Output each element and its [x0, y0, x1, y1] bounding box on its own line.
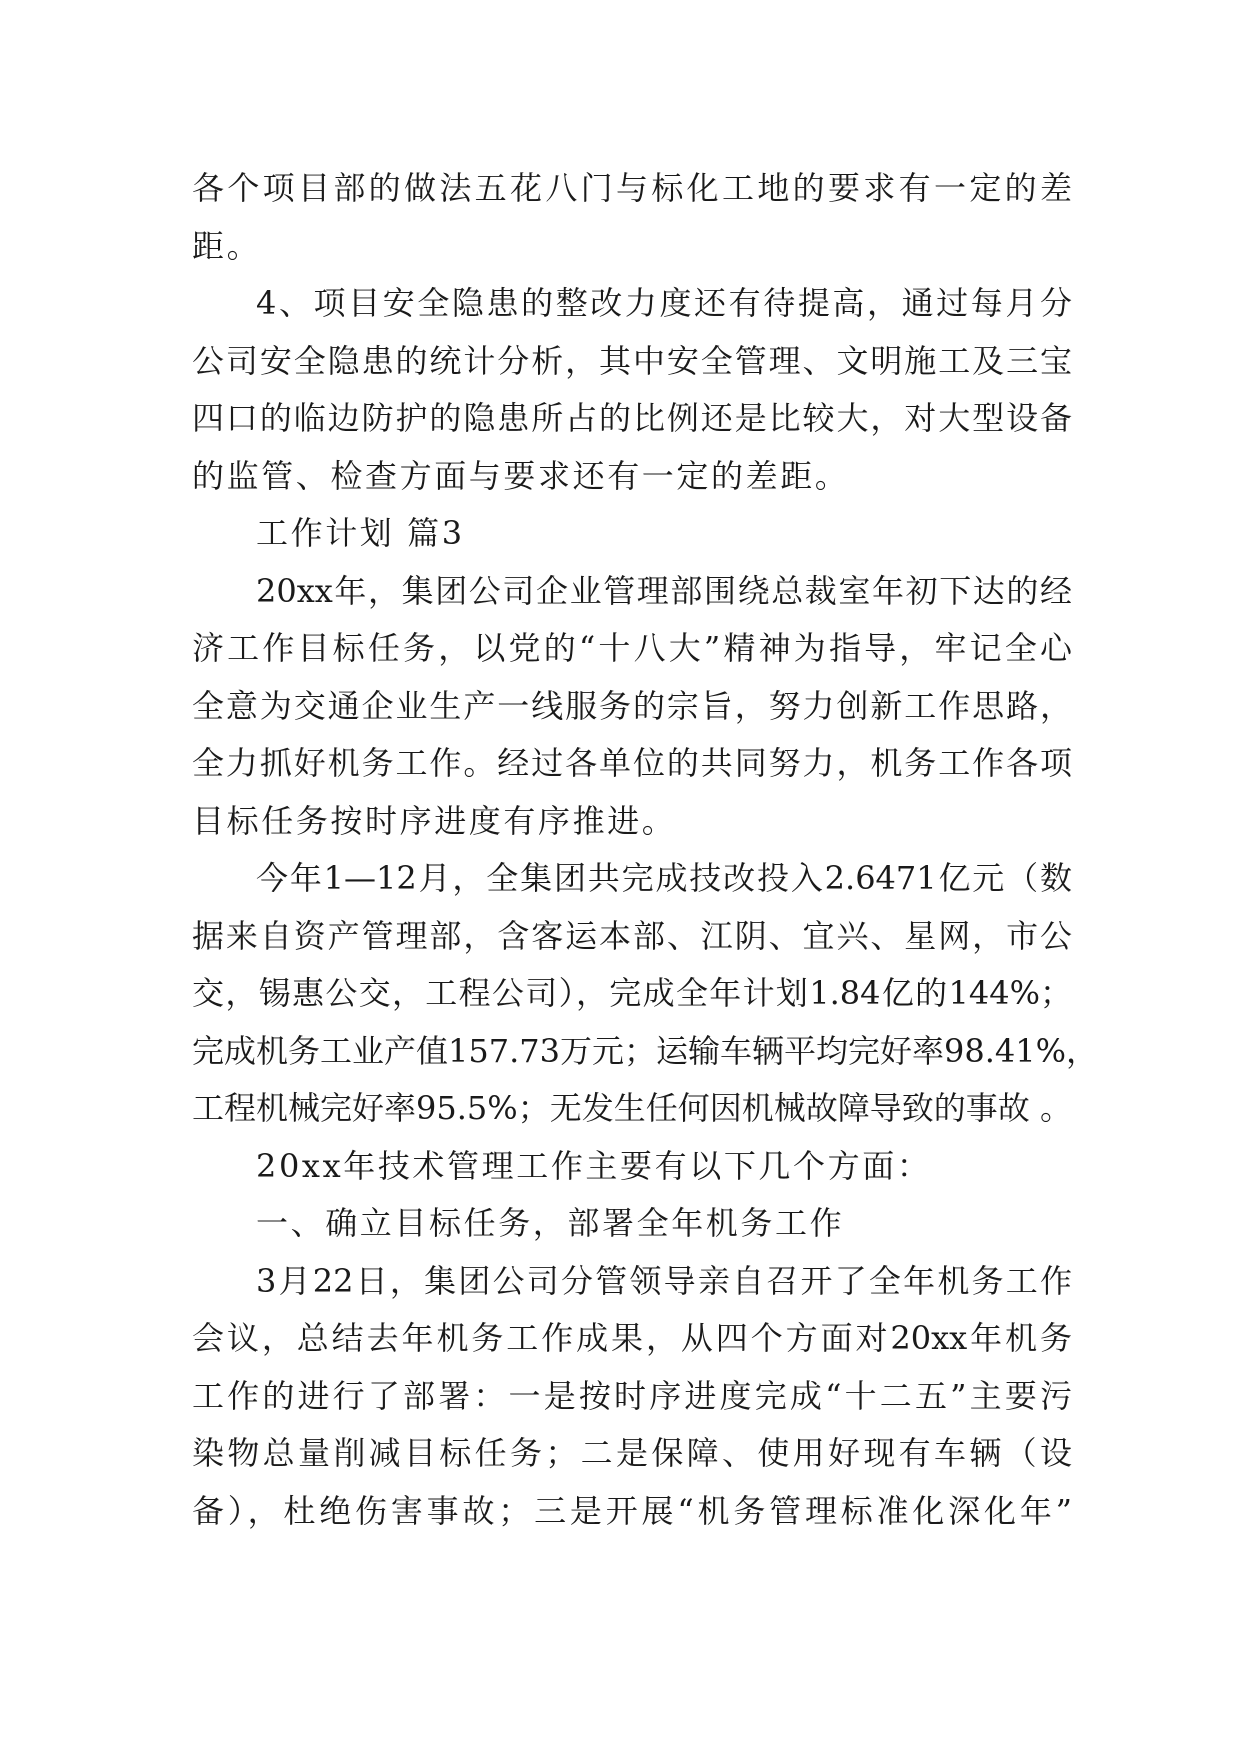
text-line: 20xx年，集团公司企业管理部围绕总裁室年初下达的经 [256, 571, 1072, 610]
text-line: 3月22日，集团公司分管领导亲自召开了全年机务工作 [256, 1261, 1072, 1300]
text-line: 全意为交通企业生产一线服务的宗旨，努力创新工作思路， [192, 686, 1072, 725]
text-line: 备），杜绝伤害事故；三是开展“机务管理标准化深化年” [192, 1491, 1072, 1530]
text-line: 济工作目标任务，以党的“十八大”精神为指导，牢记全心 [192, 629, 1072, 667]
text-line: 的监管、检查方面与要求还有一定的差距。 [192, 456, 850, 495]
text-line: 目标任务按时序进度有序推进。 [192, 801, 677, 840]
text-line: 今年1—12月，全集团共完成技改投入2.6471亿元（数 [256, 859, 1072, 897]
text-line: 4、项目安全隐患的整改力度还有待提高，通过每月分 [256, 284, 1072, 322]
text-line: 会议，总结去年机务工作成果，从四个方面对20xx年机务 [192, 1319, 1072, 1357]
document-page [192, 160, 1098, 1540]
text-line: 20xx年技术管理工作主要有以下几个方面： [256, 1146, 932, 1185]
text-line: 工作计划 篇3 [256, 514, 465, 552]
text-line: 距。 [192, 226, 262, 265]
text-line: 全力抓好机务工作。经过各单位的共同努力，机务工作各项 [192, 744, 1072, 782]
text-line: 各个项目部的做法五花八门与标化工地的要求有一定的差 [192, 169, 1072, 207]
text-line: 一、确立目标任务，部署全年机务工作 [256, 1204, 845, 1242]
text-line: 工程机械完好率95.5%；无发生任何因机械故障导致的事故 。 [192, 1089, 1072, 1127]
text-line: 工作的进行了部署：一是按时序进度完成“十二五”主要污 [192, 1376, 1072, 1415]
text-line: 据来自资产管理部，含客运本部、江阴、宜兴、星网，市公 [192, 916, 1072, 955]
text-line: 公司安全隐患的统计分析，其中安全管理、文明施工及三宝 [192, 341, 1072, 380]
text-line: 四口的临边防护的隐患所占的比例还是比较大，对大型设备 [192, 399, 1072, 437]
text-line: 染物总量削减目标任务；二是保障、使用好现有车辆（设 [192, 1434, 1072, 1472]
text-line: 完成机务工业产值157.73万元；运输车辆平均完好率98.41%， [192, 1031, 1098, 1070]
text-line: 交，锡惠公交，工程公司），完成全年计划1.84亿的144%； [192, 974, 1072, 1012]
